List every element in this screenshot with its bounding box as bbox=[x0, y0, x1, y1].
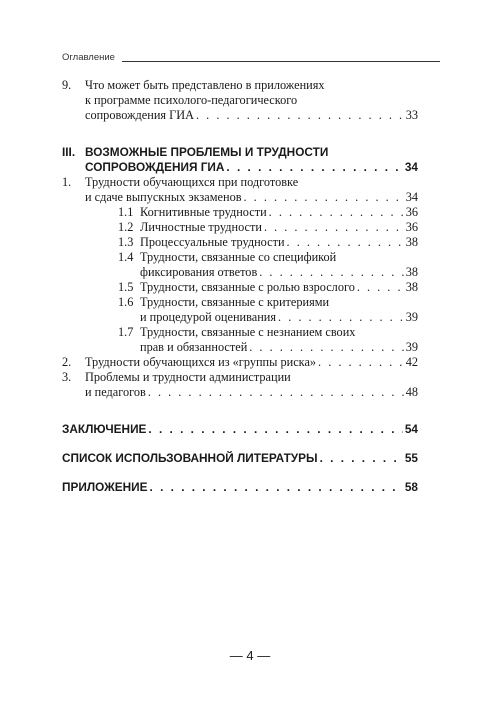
entry-number: 3. bbox=[62, 370, 72, 384]
toc-entry-1[interactable] bbox=[62, 175, 418, 205]
entry-number: 1.6 bbox=[118, 295, 134, 309]
dot-leader bbox=[269, 205, 404, 220]
toc-entry-1-6[interactable] bbox=[62, 295, 418, 325]
toc-entry-9[interactable] bbox=[62, 78, 418, 123]
entry-title-line: Личностные трудности bbox=[140, 220, 262, 234]
section-title-line: ВОЗМОЖНЫЕ ПРОБЛЕМЫ И ТРУДНОСТИ bbox=[85, 145, 329, 159]
entry-title-line: и сдаче выпускных экзаменов bbox=[85, 190, 242, 204]
toc-section-3[interactable] bbox=[62, 145, 418, 175]
entry-number: 1.7 bbox=[118, 325, 134, 339]
entry-number: 1.3 bbox=[118, 235, 134, 249]
dot-leader bbox=[249, 340, 403, 355]
entry-title-line: фиксирования ответов bbox=[140, 265, 258, 279]
toc-entry-1-1[interactable] bbox=[62, 205, 418, 220]
table-of-contents bbox=[62, 78, 418, 495]
section-title: ПРИЛОЖЕНИЕ bbox=[62, 480, 148, 494]
dot-leader bbox=[357, 280, 404, 295]
entry-title-line: Проблемы и трудности администрации bbox=[85, 370, 291, 384]
toc-conclusion[interactable] bbox=[62, 422, 418, 437]
toc-entry-1-7[interactable] bbox=[62, 325, 418, 355]
header-rule bbox=[122, 61, 440, 62]
dot-leader bbox=[320, 451, 403, 466]
dot-leader bbox=[244, 190, 404, 205]
entry-title-line: Трудности, связанные со спецификой bbox=[140, 250, 337, 264]
running-header: Оглавление bbox=[62, 52, 115, 63]
toc-entry-2[interactable] bbox=[62, 355, 418, 370]
entry-title-line: Трудности обучающихся при подготовке bbox=[85, 175, 299, 189]
toc-entry-1-2[interactable] bbox=[62, 220, 418, 235]
toc-references[interactable] bbox=[62, 451, 418, 466]
page-number: 39 bbox=[405, 340, 418, 354]
entry-title-line: прав и обязанностей bbox=[140, 340, 248, 354]
section-title-line: СОПРОВОЖДЕНИЯ ГИА bbox=[85, 160, 225, 174]
entry-number: 1.5 bbox=[118, 280, 134, 294]
page-number: 58 bbox=[404, 480, 418, 494]
dot-leader bbox=[278, 310, 404, 325]
entry-title-line: Трудности обучающихся из «группы риска» bbox=[85, 355, 317, 369]
toc-entry-1-3[interactable] bbox=[62, 235, 418, 250]
toc-entry-1-4[interactable] bbox=[62, 250, 418, 280]
page-number: 38 bbox=[405, 265, 418, 279]
page-number: 36 bbox=[405, 220, 418, 234]
page-number: 38 bbox=[405, 235, 418, 249]
entry-number: 2. bbox=[62, 355, 72, 369]
entry-title-line: Процессуальные трудности bbox=[140, 235, 285, 249]
dot-leader bbox=[318, 355, 404, 370]
dot-leader bbox=[148, 385, 404, 400]
dot-leader bbox=[287, 235, 404, 250]
toc-entry-3[interactable] bbox=[62, 370, 418, 400]
section-title: ЗАКЛЮЧЕНИЕ bbox=[62, 422, 147, 436]
toc-entry-1-5[interactable] bbox=[62, 280, 418, 295]
page-number: 36 bbox=[405, 205, 418, 219]
page-number: 54 bbox=[404, 422, 418, 436]
entry-title-line: и процедурой оценивания bbox=[140, 310, 277, 324]
page-footer-number: — 4 — bbox=[229, 648, 271, 663]
page-number: 34 bbox=[404, 160, 418, 174]
entry-number: 1.2 bbox=[118, 220, 134, 234]
entry-number: 1. bbox=[62, 175, 72, 189]
entry-number: 1.1 bbox=[118, 205, 134, 219]
entry-title-line: к программе психолого-педагогического bbox=[85, 93, 298, 107]
page-number: 39 bbox=[405, 310, 418, 324]
toc-appendix[interactable] bbox=[62, 480, 418, 495]
page-number: 55 bbox=[404, 451, 418, 465]
page-number: 34 bbox=[405, 190, 418, 204]
page-number: 48 bbox=[405, 385, 418, 399]
page-number: 38 bbox=[405, 280, 418, 294]
section-title: СПИСОК ИСПОЛЬЗОВАННОЙ ЛИТЕРАТУРЫ bbox=[62, 451, 318, 465]
dot-leader bbox=[150, 480, 403, 495]
entry-title-line: и педагогов bbox=[85, 385, 146, 399]
entry-title-line: Трудности, связанные с незнанием своих bbox=[140, 325, 356, 339]
entry-title-line: Когнитивные трудности bbox=[140, 205, 267, 219]
entry-title-line: Что может быть представлено в приложениях bbox=[85, 78, 325, 92]
dot-leader bbox=[259, 265, 403, 280]
entry-number: 9. bbox=[62, 78, 72, 92]
section-number: III. bbox=[62, 145, 76, 159]
entry-number: 1.4 bbox=[118, 250, 134, 264]
entry-title-line: сопровождения ГИА bbox=[85, 108, 195, 122]
dot-leader bbox=[148, 422, 402, 437]
dot-leader bbox=[196, 108, 404, 123]
page-number: 42 bbox=[405, 355, 418, 369]
entry-title-line: Трудности, связанные с критериями bbox=[140, 295, 330, 309]
page-number: 33 bbox=[405, 108, 418, 122]
dot-leader bbox=[264, 220, 404, 235]
dot-leader bbox=[226, 160, 402, 175]
entry-title-line: Трудности, связанные с ролью взрослого bbox=[140, 280, 355, 294]
